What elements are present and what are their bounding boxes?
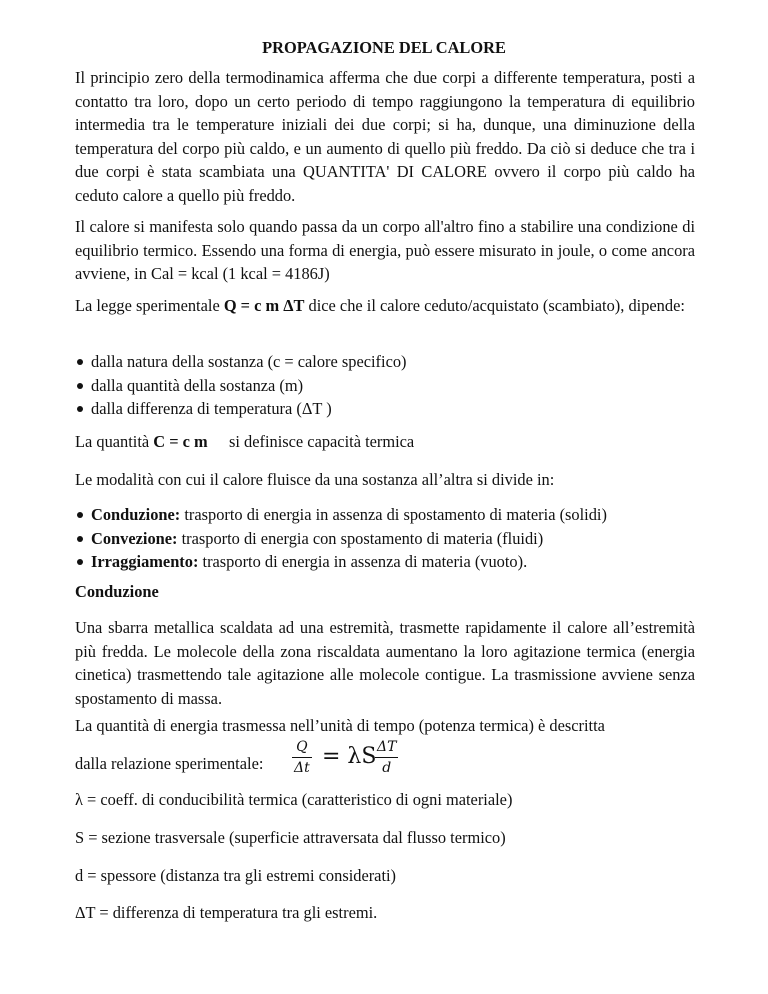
formula-lead: dalla relazione sperimentale: [75,754,264,773]
legge-text-before: La legge sperimentale [75,296,224,315]
definition-lambda: λ = coeff. di conducibilità termica (caratteristico di ogni materiale) [75,790,513,809]
section-heading-conduzione: Conduzione [75,582,159,601]
paragraph-potenza: La quantità di energia trasmessa nell’unità di tempo (potenza termica) è descritta [75,716,605,735]
paragraph-principio-zero: Il principio zero della termodinamica afferma che due corpi a differente temperatura, posti a contatto tra loro, dopo un certo periodo di tempo raggiungono la temperatura di equilibrio intermedia tra le temperature iniziali dei due corpi; si ha, dunque, una diminuzione della temperatura del corpo più caldo, e un aumento di quello più freddo. Da ciò si deduce che tra i due corpi è stata scambiata una QUANTITA' DI CALORE ovvero il corpo più caldo ha ceduto calore a quello più freddo. [75,68,695,205]
formula-lhs-denominator: Δt [294,760,310,776]
paragraph-calore: Il calore si manifesta solo quando passa da un corpo all'altro fino a stabilire una condizione di equilibrio termico. Essendo una forma di energia, può essere misurato in joule, o come ancora avviene, in Cal = kcal (1 kcal = 4186J) [75,217,695,283]
bullet-icon [77,559,83,565]
formula-rhs-denominator: d [382,760,392,776]
bullet-icon [77,406,83,412]
legge-text-after: dice che il calore ceduto/acquistato (scambiato), dipende: [304,296,685,315]
capacity-line [75,430,415,454]
fraction-bar [375,757,398,758]
paragraph-legge-sperimentale [75,294,695,318]
page-title: PROPAGAZIONE DEL CALORE [262,38,506,57]
list-item: dalla differenza di temperatura (ΔT ) [75,397,715,421]
capacity-text-before: La quantità [75,432,154,451]
legge-formula: Q = c m ΔT [223,296,305,315]
definition-spessore: d = spessore (distanza tra gli estremi considerati) [75,866,397,885]
formula-rhs-numerator: ΔT [377,739,397,755]
paragraph-sbarra: Una sbarra metallica scaldata ad una estremità, trasmette rapidamente il calore all’estremità più fredda. Le molecole della zona riscaldata aumentano la loro agitazione termica (energia cinetica) trasmettendo tale agitazione alle molecole contigue. La trasmissione avviene senza spostamento di massa. [75,618,695,708]
formula-equals: = λS [322,744,377,769]
bullet-icon [77,359,83,365]
formula-lhs-fraction [292,738,312,777]
bullet-icon [77,512,83,518]
modalita-list [75,503,715,574]
list-item: Convezione: trasporto di energia con spostamento di materia (fluidi) [75,527,715,551]
capacity-formula: C = c m [153,432,208,451]
bullet-icon [77,383,83,389]
capacity-text-after: si definisce capacità termica [229,432,415,451]
dependency-list [75,350,715,421]
definition-delta-t: ΔT = differenza di temperatura tra gli estremi. [75,903,378,922]
fraction-bar [292,757,312,758]
formula-lhs-numerator: Q [296,739,308,755]
bullet-icon [77,536,83,542]
formula-rhs-fraction [375,738,398,777]
list-item: dalla quantità della sostanza (m) [75,374,715,398]
paragraph-modalita: Le modalità con cui il calore fluisce da una sostanza all’altra si divide in: [75,470,555,489]
definition-sezione: S = sezione trasversale (superficie attraversata dal flusso termico) [75,828,506,847]
list-item: Irraggiamento: trasporto di energia in assenza di materia (vuoto). [75,550,715,574]
list-item: dalla natura della sostanza (c = calore specifico) [75,350,715,374]
list-item: Conduzione: trasporto di energia in assenza di spostamento di materia (solidi) [75,503,715,527]
conduction-formula [75,718,715,778]
